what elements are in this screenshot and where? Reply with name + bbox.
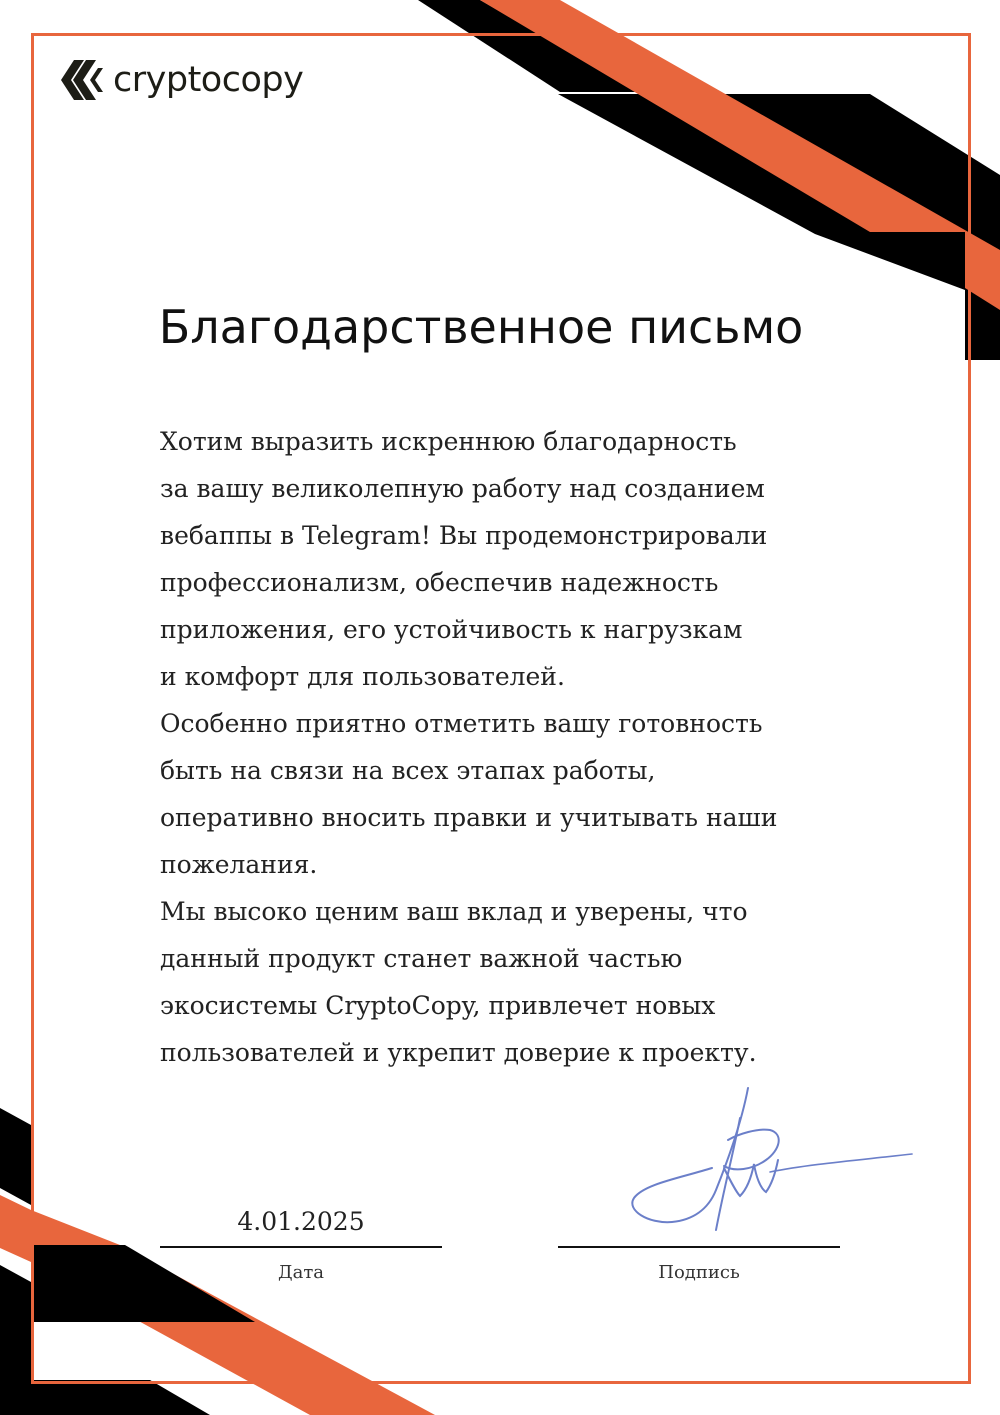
body-line: Особенно приятно отметить вашу готовность — [160, 709, 763, 738]
stripe-bottom-black-upper — [0, 1108, 31, 1205]
body-line: профессионализм, обеспечив надежность — [160, 568, 719, 597]
letter-body — [160, 418, 840, 1076]
body-line: экосистемы CryptoCopy, привлечет новых — [160, 991, 716, 1020]
body-line: пожелания. — [160, 850, 318, 879]
page-title: Благодарственное письмо — [158, 300, 804, 354]
body-line: Хотим выразить искреннюю благодарность — [160, 427, 737, 456]
body-line: приложения, его устойчивость к нагрузкам — [160, 615, 743, 644]
signature-line — [558, 1246, 840, 1248]
date-value: 4.01.2025 — [237, 1207, 365, 1236]
body-line: пользователей и укрепит доверие к проекту. — [160, 1038, 757, 1067]
brand-name: cryptocopy — [113, 59, 304, 100]
body-line: за вашу великолепную работу над созданием — [160, 474, 765, 503]
date-line — [160, 1246, 442, 1248]
body-line: Мы высоко ценим ваш вклад и уверены, что — [160, 897, 748, 926]
signature-label: Подпись — [658, 1262, 740, 1283]
body-line: данный продукт станет важной частью — [160, 944, 683, 973]
handwritten-signature — [620, 1080, 920, 1240]
body-line: оперативно вносить правки и учитывать наши — [160, 803, 778, 832]
date-label: Дата — [277, 1262, 325, 1283]
body-line: и комфорт для пользователей. — [160, 662, 565, 691]
brand-logo — [57, 52, 303, 108]
body-line: быть на связи на всех этапах работы, — [160, 756, 656, 785]
body-line: вебаппы в Telegram! Вы продемонстрировали — [160, 521, 768, 550]
cryptocopy-logo-icon — [57, 54, 105, 106]
